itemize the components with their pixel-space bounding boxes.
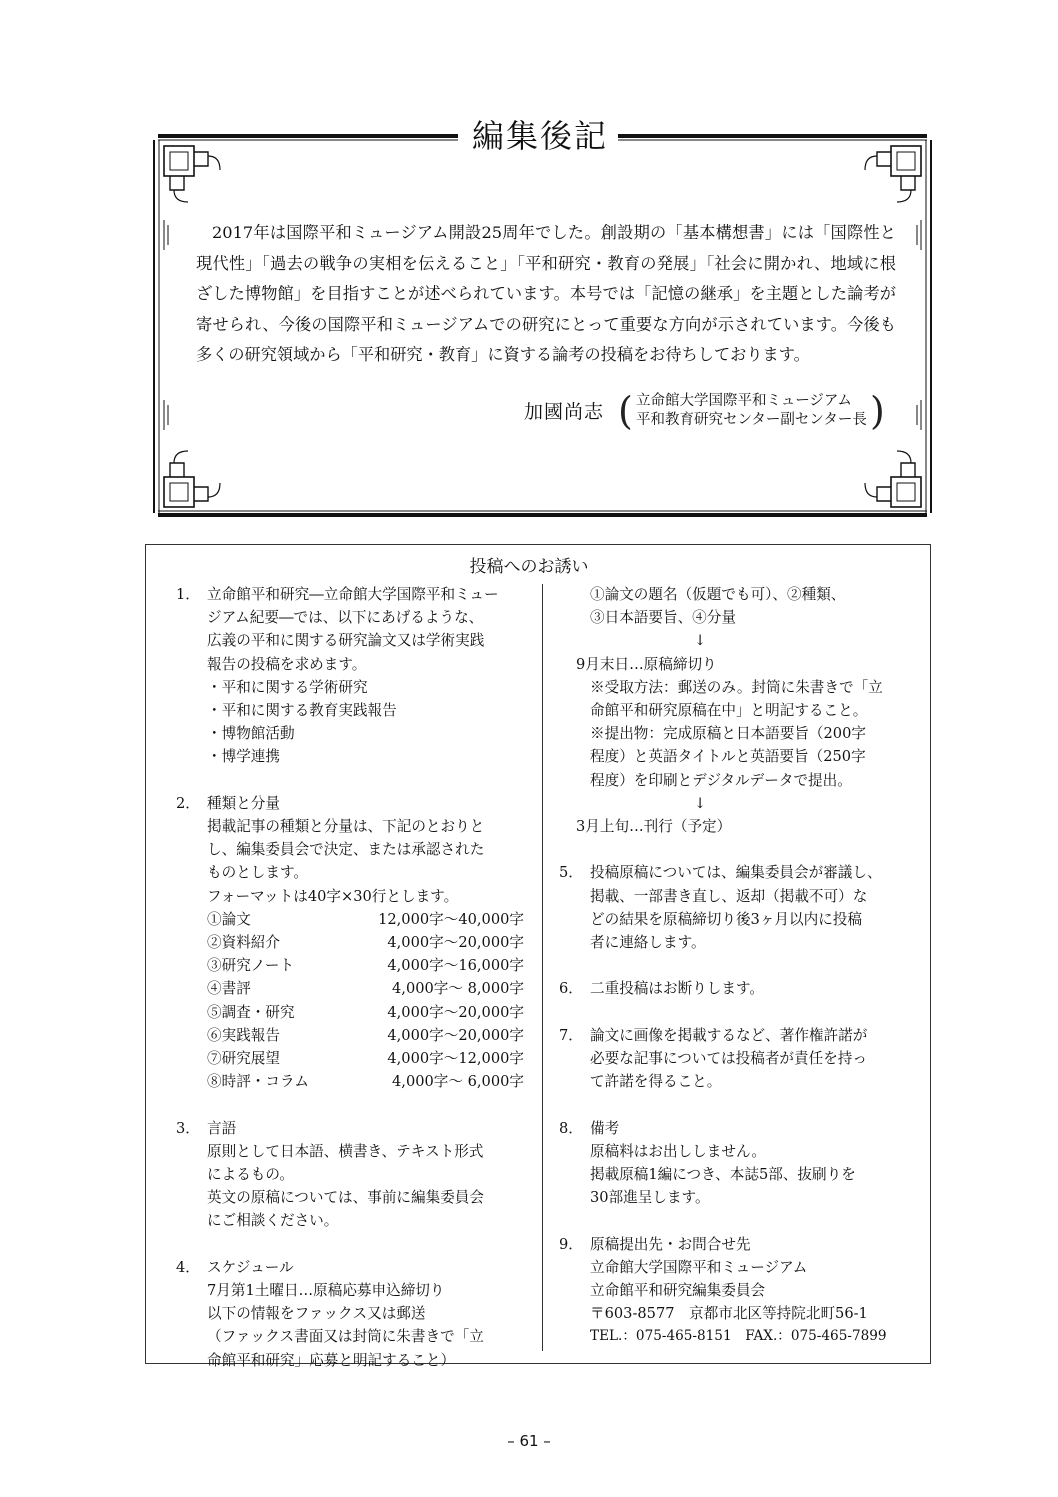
text-line: 命館平和研究」応募と明記すること） xyxy=(207,1351,456,1369)
section-8 xyxy=(559,1117,915,1210)
section-5 xyxy=(559,861,915,954)
text-line: 以下の情報をファックス又は郵送 xyxy=(207,1305,426,1323)
affiliation-line: 平和教育研究センター副センター長 xyxy=(636,412,867,428)
page-number: – 61 – xyxy=(507,1432,551,1450)
section-9 xyxy=(559,1233,915,1349)
section-number: 9． xyxy=(559,1235,583,1253)
text-line: ※受取方法：郵送のみ。封筒に朱書きで「立 xyxy=(590,678,883,696)
text-line: 英文の原稿については、事前に編集委員会 xyxy=(207,1189,484,1207)
text-line: ジアム紀要―では、以下にあげるような、 xyxy=(207,609,484,627)
author-affiliation xyxy=(618,389,885,433)
section-number: 3． xyxy=(176,1119,200,1137)
down-arrow-icon: ↓ xyxy=(694,632,707,650)
format-row: ⑧時評・コラム 4,000字～ 6,000字 xyxy=(207,1073,524,1091)
text-line: 掲載、一部書き直し、返却（掲載不可）な xyxy=(590,887,868,905)
text-line: 二重投稿はお断りします。 xyxy=(590,980,764,998)
text-line: し、編集委員会で決定、または承認された xyxy=(207,841,485,859)
section-heading: 原稿提出先・お問合せ先 xyxy=(590,1235,751,1253)
text-line: 論文に画像を掲載するなど、著作権許諾が xyxy=(590,1026,868,1044)
text-line: 程度）を印刷とデジタルデータで提出。 xyxy=(590,771,852,789)
section-4 xyxy=(176,1256,524,1372)
text-line: 掲載原稿1編につき、本誌5部、抜刷りを xyxy=(590,1166,856,1184)
text-line: 立命館大学国際平和ミュージアム xyxy=(590,1258,808,1276)
text-line: 掲載記事の種類と分量は、下記のとおりと xyxy=(207,818,485,836)
format-row: ①論文 12,000字～40,000字 xyxy=(207,910,524,928)
text-line: て許諾を得ること。 xyxy=(590,1073,722,1091)
format-row: ⑤調査・研究 4,000字～20,000字 xyxy=(207,1003,524,1021)
text-line: 必要な記事については投稿者が責任を持っ xyxy=(590,1050,867,1068)
text-line: ものとします。 xyxy=(207,864,308,882)
text-line: 者に連絡します。 xyxy=(590,934,706,952)
format-row: ⑥実践報告 4,000字～20,000字 xyxy=(207,1026,524,1044)
text-line: によるもの。 xyxy=(207,1166,294,1184)
format-row: ③研究ノート 4,000字～16,000字 xyxy=(207,957,524,975)
column-divider xyxy=(542,584,543,1351)
section-heading: 言語 xyxy=(207,1119,237,1137)
guidelines-left-column xyxy=(176,583,524,1372)
section-number: 5． xyxy=(559,864,583,882)
text-line: 原則として日本語、横書き、テキスト形式 xyxy=(207,1142,484,1160)
text-line: （ファックス書面又は封筒に朱書きで「立 xyxy=(207,1328,484,1346)
text-line: 命館平和研究原稿在中」と明記すること。 xyxy=(590,702,868,720)
text-line: 広義の平和に関する研究論文又は学術実践 xyxy=(207,632,485,650)
section-heading: スケジュール xyxy=(207,1258,294,1276)
guidelines-title: 投稿へのお誘い xyxy=(469,557,589,577)
postscript-title: 編集後記 xyxy=(470,114,610,158)
section-number: 1． xyxy=(176,586,200,603)
section-3 xyxy=(176,1117,524,1233)
section-number: 8． xyxy=(559,1119,583,1137)
text-line: 立命館平和研究―立命館大学国際平和ミュー xyxy=(207,586,499,603)
text-line: 程度）と英語タイトルと英語要旨（250字 xyxy=(590,748,866,766)
text-line: ※提出物：完成原稿と日本語要旨（200字 xyxy=(590,725,866,743)
format-row: ⑦研究展望 4,000字～12,000字 xyxy=(207,1050,524,1068)
section-heading: 備考 xyxy=(590,1119,620,1137)
format-row: ②資料紹介 4,000字～20,000字 xyxy=(207,934,524,952)
down-arrow-icon: ↓ xyxy=(694,794,707,812)
text-line: 30部進呈します。 xyxy=(590,1189,710,1207)
format-row: ④書評 4,000字～ 8,000字 xyxy=(207,980,524,998)
guidelines-right-column xyxy=(559,583,915,1349)
text-line: どの結果を原稿締切り後3ヶ月以内に投稿 xyxy=(590,910,862,928)
contact-line: TEL.：075-465-8151 FAX.：075-465-7899 xyxy=(590,1328,887,1345)
section-number: 7． xyxy=(559,1026,583,1044)
paren-close: ) xyxy=(870,389,885,433)
text-line: 報告の投稿を求めます。 xyxy=(207,655,367,673)
text-line: 立命館平和研究編集委員会 xyxy=(590,1282,766,1300)
text-line: フォーマットは40字×30行とします。 xyxy=(207,887,459,905)
text-line: ③日本語要旨、④分量 xyxy=(590,609,736,627)
text-line: 7月第1土曜日…原稿応募申込締切り xyxy=(207,1282,445,1300)
section-number: 2． xyxy=(176,794,200,812)
postscript-body xyxy=(196,218,896,371)
list-item: ・博学連携 xyxy=(207,748,280,766)
section-2 xyxy=(176,792,524,1094)
section-4-continued xyxy=(559,583,915,838)
section-heading: 種類と分量 xyxy=(207,794,280,812)
section-1 xyxy=(176,583,524,769)
section-6 xyxy=(559,977,915,1000)
text-line: にご相談ください。 xyxy=(207,1212,339,1230)
section-number: 4． xyxy=(176,1258,200,1276)
deadline-line: 9月末日…原稿締切り xyxy=(576,655,717,673)
text-line: 原稿料はお出ししません。 xyxy=(590,1142,767,1160)
paren-open: ( xyxy=(618,389,633,433)
section-7 xyxy=(559,1024,915,1094)
section-number: 6． xyxy=(559,980,583,998)
address-line: 〒603-8577 京都市北区等持院北町56-1 xyxy=(590,1305,868,1323)
text-line: ①論文の題名（仮題でも可）、②種類、 xyxy=(590,586,846,603)
affiliation-line: 立命館大学国際平和ミュージアム xyxy=(636,393,852,409)
author-name: 加國尚志 xyxy=(524,401,605,423)
text-line: 投稿原稿については、編集委員会が審議し、 xyxy=(590,864,882,882)
list-item: ・平和に関する教育実践報告 xyxy=(207,702,397,720)
list-item: ・博物館活動 xyxy=(207,725,295,743)
publish-line: 3月上旬…刊行（予定） xyxy=(576,818,732,836)
list-item: ・平和に関する学術研究 xyxy=(207,678,368,696)
postscript-paragraph: 2017年は国際平和ミュージアム開設25周年でした。創設期の「基本構想書」には「国際性と現代性」「過去の戦争の実相を伝えること」「平和研究・教育の発展」「社会に開かれ、地域に根ざした博物館」を目指すことが述べられています。本号では「記憶の継承」を主題とした論考が寄せられ、今後の国際平和ミュージアムでの研究にとって重要な方向が示されています。今後も多くの研究領域から「平和研究・教育」に資する論考の投稿をお待ちしております。 xyxy=(196,223,896,365)
